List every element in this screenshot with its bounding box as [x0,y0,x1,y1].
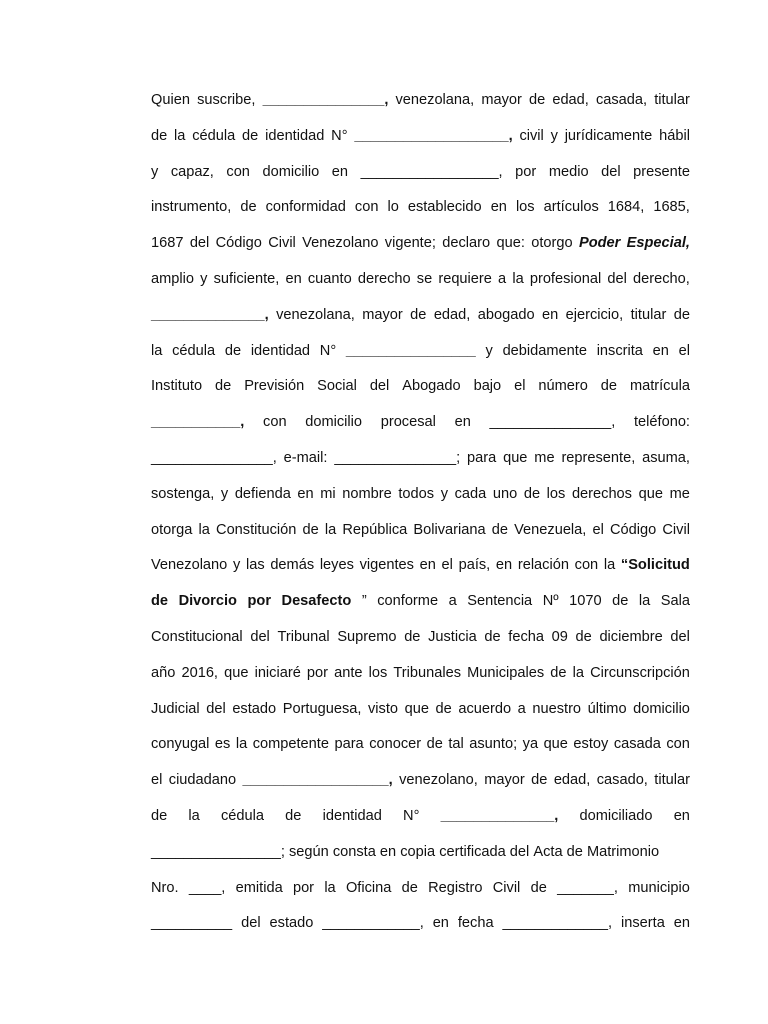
text-line [151,410,690,446]
text-word: venezolana, [276,306,355,323]
text-word: todos [398,485,435,502]
text-word: es [214,736,231,753]
text-word: Portuguesa, [282,700,362,717]
text-word: Bolivariana [413,521,486,538]
text-word: 1684, [607,199,645,216]
text-word: en [495,557,513,574]
text-word: domiciliado [579,807,653,824]
bold-word: de [151,593,169,610]
text-word: en [454,414,471,431]
bold-word: por [247,593,271,610]
text-word: en [432,915,449,932]
text-word: edad, [553,772,591,789]
text-word: con [666,736,690,753]
text-word: 1685, [653,199,690,216]
text-word: Matrimonio [586,843,660,860]
text-word: acuerdo [458,700,512,717]
text-line [151,482,690,518]
text-word: el [678,342,690,359]
text-word: en [285,270,302,287]
text-word: de [612,593,629,610]
text-word: ya [522,736,539,753]
text-word: teléfono: [634,414,690,431]
text-word: y [440,485,448,502]
text-word: domicilio [633,700,690,717]
text-word: la [235,736,248,753]
text-word: la [174,127,186,144]
text-word: titular [630,306,667,323]
text-word: la [324,879,336,896]
text-word: en [331,163,349,180]
text-word: asuma, [642,449,690,466]
text-line [151,553,690,589]
text-word: por [515,163,537,180]
text-word: Acta [533,843,563,860]
bold-word: “Solicitud [620,557,690,574]
text-word: Registro [428,879,483,896]
text-word: bajo [473,378,502,395]
text-word: inscrita [596,342,643,359]
text-word: a [448,593,457,610]
text-word: de [530,879,547,896]
text-word: del [607,270,627,287]
text-word: nombre [342,485,392,502]
text-word: fecha [508,628,544,645]
text-word: Tribunal [277,628,330,645]
text-word: civil [519,127,544,144]
text-word: represente, [561,449,636,466]
text-word: el [514,378,526,395]
text-word: de [215,378,232,395]
text-word: Constitución [216,521,297,538]
text-word: por [292,879,315,896]
text-word: emitida [235,879,283,896]
text-word: capaz, [170,163,214,180]
text-word: fecha [457,915,494,932]
text-word: último [587,700,627,717]
text-word: de [426,736,443,753]
bold-word: ______________, [440,807,559,824]
text-word: _____________, [502,915,613,932]
text-word: estado [232,700,277,717]
text-word: Sentencia [467,593,533,610]
text-word: ante [334,664,363,681]
text-word: inserta [621,915,665,932]
text-word: Abogado [402,378,461,395]
text-word: iniciaré [254,664,301,681]
text-word: la [603,557,616,574]
text-word: suficiente, [213,270,280,287]
text-line [151,124,690,160]
text-word: Circunscripción [590,664,690,681]
text-word: _________________, [360,163,503,180]
text-word: la [512,270,524,287]
text-word: Código [215,235,262,252]
text-word: que [503,449,528,466]
text-line [151,697,690,733]
bold-italic-word: Poder [578,235,621,252]
text-word: mi [320,485,336,502]
text-word: en [652,342,669,359]
text-word: venezolana, [395,92,475,108]
text-word: procesal [380,414,436,431]
text-word: en [673,807,690,824]
text-word: en [379,843,397,860]
text-word: de [242,127,259,144]
text-word: Civil [492,879,521,896]
text-word: a [517,700,526,717]
text-word: consta [332,843,376,860]
text-word: los [546,485,566,502]
text-line [151,160,690,196]
text-word: mayor [484,772,525,789]
text-line [151,267,690,303]
text-word: de [566,843,583,860]
text-word: copia [400,843,436,860]
document-body [151,88,690,947]
text-word: el [151,772,163,789]
text-word: presente [633,163,690,180]
text-word: domicilio [305,414,363,431]
text-word: Sala [660,593,690,610]
text-word: _______________, [489,414,616,431]
text-word: Quien [151,92,190,108]
text-word: la [324,521,337,538]
text-line [151,88,690,124]
text-word: el [592,521,604,538]
text-word: de [401,879,418,896]
bold-word: _______________, [262,92,389,108]
text-word: conforme [377,593,439,610]
text-word: de [673,306,690,323]
text-word: Venezuela, [514,521,587,538]
text-word: derecho, [633,270,690,287]
text-word: que [638,485,663,502]
text-word: con [263,414,287,431]
text-word: competente [252,736,329,753]
text-word: en [490,199,507,216]
text-word: jurídicamente [564,127,653,144]
bold-word: ________________ [345,342,476,359]
text-word: edad, [552,92,589,108]
text-line [151,374,690,410]
text-word: N° [319,342,337,359]
text-line [151,231,690,267]
text-word: Venezolano [302,235,379,252]
text-word: ________________; [151,843,285,860]
text-word: de [528,92,546,108]
text-word: con [226,163,250,180]
text-word: de [435,700,452,717]
text-word: cédula [172,342,216,359]
text-word: casada [613,736,661,753]
text-word: sostenga, [151,485,215,502]
text-word: Municipales [467,664,545,681]
text-word: de [285,807,302,824]
text-word: ” [361,593,367,610]
text-word: asunto; [469,736,518,753]
text-word: Civil [662,521,690,538]
text-word: uno [492,485,518,502]
text-word: medio [548,163,589,180]
text-word: ciudadano [168,772,237,789]
text-word: demás [270,557,315,574]
text-word: del [250,628,270,645]
text-word: y [232,557,241,574]
text-word: declaro [442,235,491,252]
text-word: vigente; [384,235,436,252]
text-word: e-mail: [283,449,328,466]
text-word: de [410,306,427,323]
text-word: Venezolano [151,557,228,574]
text-line [151,339,690,375]
text-word: del [206,700,226,717]
text-word: Tribunales [393,664,462,681]
text-word: ____________, [322,915,424,932]
text-word: cédula [220,807,264,824]
text-word: artículos [543,199,599,216]
text-word: con [354,199,379,216]
text-word: conformidad [265,199,346,216]
text-word: tal [448,736,464,753]
text-word: según [289,843,329,860]
text-line [151,661,690,697]
text-word: mayor [481,92,522,108]
text-word: de [404,628,421,645]
text-word: la [638,593,651,610]
text-word: de [575,628,592,645]
bold-word: ___________, [151,414,245,431]
text-word: conyugal [151,736,210,753]
text-word: República [342,521,408,538]
text-word: de [224,342,242,359]
text-word: de [484,628,501,645]
text-word: de [600,378,618,395]
text-word: derechos [571,485,632,502]
text-word: de [550,664,567,681]
text-word: las [245,557,265,574]
text-word: N° [331,127,348,144]
text-word: del [241,915,261,932]
text-line [151,876,690,912]
text-word: nuestro [532,700,582,717]
text-word: domicilio [262,163,320,180]
text-word: Supremo [337,628,397,645]
text-word: otorgo [531,235,573,252]
text-word: y [485,342,493,359]
text-line [151,911,690,947]
text-line [151,625,690,661]
text-word: identidad [250,342,311,359]
text-word: ejercicio, [565,306,624,323]
text-word: y [220,485,229,502]
text-word: el [441,557,453,574]
text-word: casada, [595,92,648,108]
text-word: cada [454,485,487,502]
text-word: de [240,199,257,216]
text-word: estado [269,915,314,932]
text-word: de [531,772,548,789]
text-word: identidad [322,807,382,824]
text-word: municipio [628,879,690,896]
text-word: del [670,628,690,645]
text-line [151,518,690,554]
text-word: que [543,736,568,753]
text-word: 1687 [151,235,184,252]
bold-italic-word: Especial, [626,235,690,252]
text-line [151,589,690,625]
bold-word: Desafecto [281,593,352,610]
text-word: cédula [192,127,236,144]
text-line [151,804,690,840]
text-word: _______, [557,879,618,896]
text-word: de [151,127,168,144]
text-word: los [368,664,388,681]
text-word: y [200,270,208,287]
text-word: la [188,807,200,824]
text-word: año [151,664,176,681]
text-word: y [550,127,558,144]
text-word: establecido [407,199,482,216]
text-line [151,303,690,339]
text-word: y [151,163,159,180]
text-line [151,768,690,804]
text-word: en [541,306,559,323]
text-word: otorga [151,521,193,538]
text-word: país, [458,557,491,574]
text-word: de [523,485,541,502]
text-line [151,732,690,768]
text-word: me [669,485,690,502]
text-word: conocer [369,736,422,753]
text-word: la [198,521,210,538]
text-word: titular [654,92,690,108]
text-word: que [224,664,249,681]
text-word: número [538,378,588,395]
text-word: suscribe, [197,92,256,108]
text-word: para [334,736,364,753]
text-word: Judicial [151,700,200,717]
text-word: amplio [151,270,194,287]
text-word: la [572,664,584,681]
text-word: _______________, [151,449,277,466]
text-word: 09 [551,628,568,645]
text-word: profesional [529,270,602,287]
text-word: hábil [659,127,690,144]
text-word: requiere [438,270,492,287]
text-word: Justicia [428,628,477,645]
text-word: Oficina [345,879,392,896]
bold-word: ___________________, [354,127,513,144]
text-word: 2016, [181,664,218,681]
text-word: me [534,449,555,466]
text-word: del [509,843,530,860]
text-word: Social [317,378,357,395]
text-word: que: [496,235,525,252]
text-word: _______________; [334,449,461,466]
text-word: Instituto [151,378,203,395]
text-word: debidamente [502,342,587,359]
bold-word: __________________, [242,772,393,789]
text-word: del [189,235,210,252]
text-word: en [673,915,690,932]
text-word: 1070 [569,593,602,610]
text-word: Constitucional [151,628,243,645]
text-word: visto [368,700,399,717]
text-word: casado, [596,772,648,789]
text-word: los [515,199,535,216]
text-word: ____, [188,879,226,896]
text-word: de [491,521,508,538]
text-word: abogado [477,306,535,323]
bold-word: Divorcio [178,593,237,610]
text-word: N° [403,807,420,824]
text-word: venezolano, [399,772,478,789]
text-word: certificada [439,843,506,860]
text-word: con [574,557,599,574]
text-word: matrícula [629,378,690,395]
text-word: de [302,521,319,538]
text-word: del [601,163,621,180]
text-word: a [498,270,507,287]
text-word: en [419,557,436,574]
text-word: edad, [433,306,471,323]
bold-word: ______________, [151,306,269,323]
text-word: cuanto [307,270,352,287]
text-word: instrumento, [151,199,232,216]
text-word: defienda [234,485,291,502]
text-word: estoy [573,736,609,753]
text-word: leyes [319,557,354,574]
text-word: de [151,807,168,824]
text-word: Nro. [151,879,179,896]
text-word: la [151,342,163,359]
text-word: Nº [542,593,559,610]
text-word: que [404,700,429,717]
text-word: Civil [268,235,296,252]
text-word: vigentes [359,557,414,574]
text-word: lo [387,199,399,216]
text-word: __________ [151,915,233,932]
text-word: titular [654,772,690,789]
text-word: diciembre [599,628,663,645]
text-word: para [467,449,497,466]
text-word: se [416,270,433,287]
text-word: por [306,664,329,681]
text-word: Previsión [244,378,305,395]
text-line [151,195,690,231]
text-line [151,446,690,482]
text-word: mayor [362,306,403,323]
text-word: en [297,485,314,502]
text-word: derecho [357,270,411,287]
text-word: Código [610,521,657,538]
text-word: relación [517,557,569,574]
text-line [151,840,690,876]
text-word: del [369,378,390,395]
text-word: identidad [265,127,325,144]
